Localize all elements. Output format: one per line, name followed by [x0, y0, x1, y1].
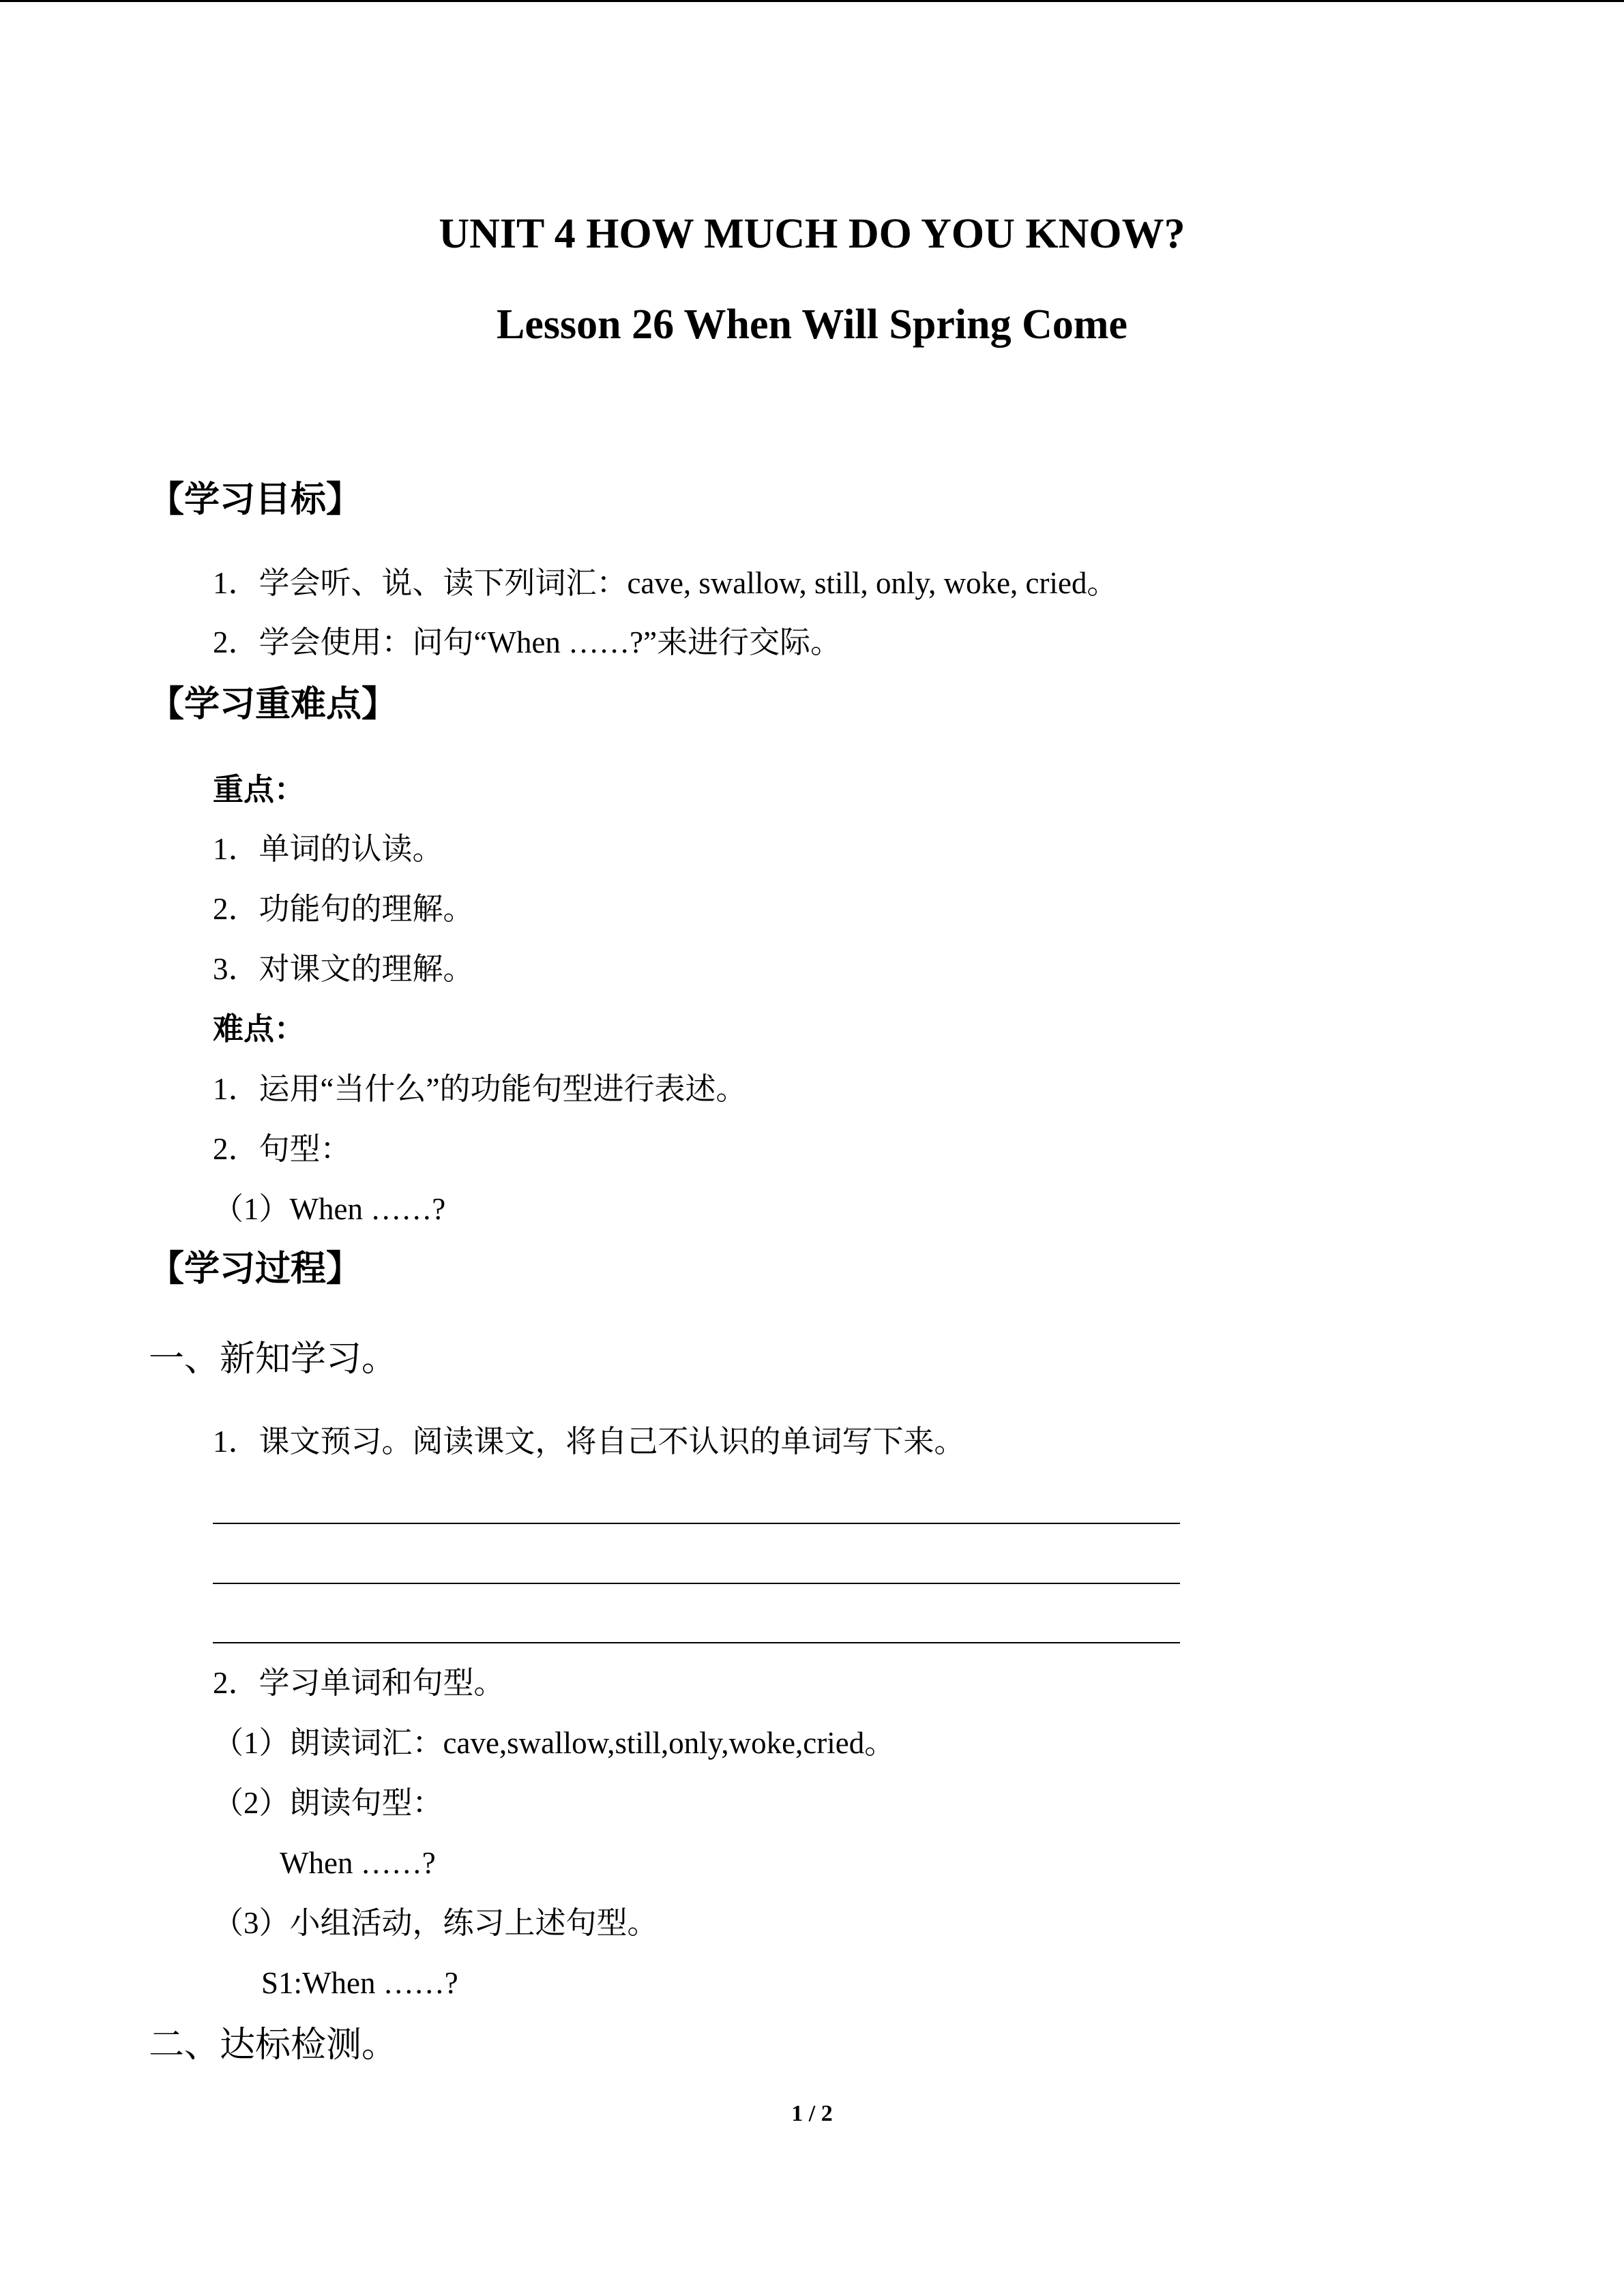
unit-title: UNIT 4 HOW MUCH DO YOU KNOW?	[439, 211, 1185, 257]
difficult-item-3: （1）When ……?	[213, 1192, 446, 1226]
key-item-3: 3．对课文的理解。	[213, 952, 474, 986]
key-item-1: 1．单词的认读。	[213, 832, 443, 866]
answer-line	[213, 1642, 1180, 1643]
step-preview: 1．课文预习。阅读课文，将自己不认识的单词写下来。	[213, 1425, 965, 1459]
difficult-item-2: 2．句型：	[213, 1132, 351, 1166]
sub-read-words: （1）朗读词汇：cave,swallow,still,only,woke,cried。	[213, 1726, 896, 1760]
objective-item-2: 2．学会使用：问句“When ……?”来进行交际。	[213, 625, 842, 659]
sub-read-sentences: （2）朗读句型：	[213, 1786, 443, 1820]
answer-line	[213, 1523, 1180, 1524]
keypoints-heading: 【学习重难点】	[149, 685, 398, 724]
lesson-title: Lesson 26 When Will Spring Come	[496, 301, 1128, 348]
sub-group-activity: （3）小组活动，练习上述句型。	[213, 1906, 658, 1940]
difficult-label: 难点：	[213, 1012, 306, 1046]
process-heading: 【学习过程】	[149, 1250, 362, 1289]
key-label: 重点：	[213, 773, 306, 807]
key-item-2: 2．功能句的理解。	[213, 892, 474, 926]
objective-item-1: 1．学会听、说、读下列词汇：cave, swallow, still, only, woke, cried。	[213, 566, 1118, 600]
section-assessment: 二、达标检测。	[149, 2026, 398, 2065]
answer-line	[213, 1583, 1180, 1584]
step-words-sentences: 2．学习单词和句型。	[213, 1666, 505, 1700]
section-new-learning: 一、新知学习。	[149, 1340, 398, 1379]
page-number: 1 / 2	[791, 2101, 833, 2126]
dialogue-example: S1:When ……?	[261, 1966, 458, 2000]
objectives-heading: 【学习目标】	[149, 481, 362, 520]
sentence-example: When ……?	[280, 1846, 436, 1880]
difficult-item-1: 1．运用“当什么”的功能句型进行表述。	[213, 1072, 747, 1106]
